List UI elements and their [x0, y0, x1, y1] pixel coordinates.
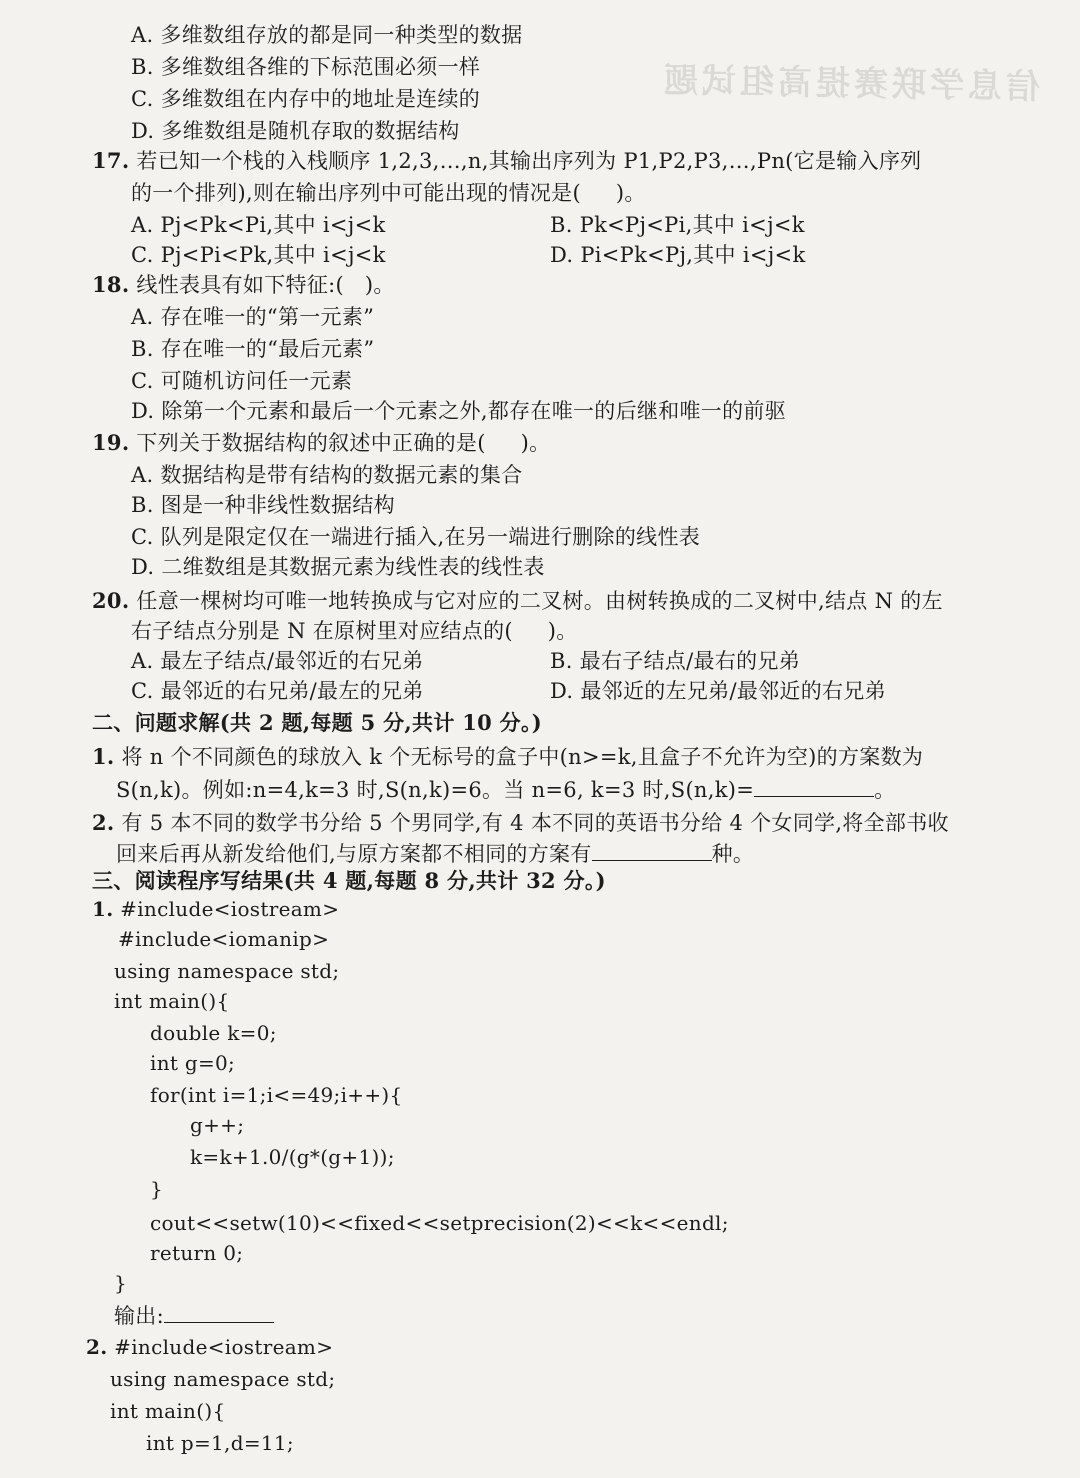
program1-output-blank[interactable]: [164, 1300, 274, 1323]
program1-code-line: double k=0;: [150, 1021, 277, 1045]
program1-code-line: g++;: [190, 1113, 245, 1137]
problem2-text1: 有 5 本不同的数学书分给 5 个男同学,有 4 本不同的英语书分给 4 个女同学,将全部书收: [121, 811, 949, 835]
q18-number: 18.: [92, 272, 130, 297]
problem2-end: 种。: [711, 842, 755, 866]
program1-output-line: [114, 1300, 274, 1331]
program1-code-line: }: [114, 1271, 128, 1295]
q17-number: 17.: [92, 148, 130, 173]
q18-option-d: D. 除第一个元素和最后一个元素之外,都存在唯一的后继和唯一的前驱: [131, 399, 787, 423]
q19-option-a: A. 数据结构是带有结构的数据元素的集合: [131, 463, 523, 487]
problem1-text1: 将 n 个不同颜色的球放入 k 个无标号的盒子中(n>=k,且盒子不允许为空)的方案数为: [121, 745, 924, 769]
q18-option-b: B. 存在唯一的“最后元素”: [131, 337, 375, 361]
section2-heading: 二、问题求解(共 2 题,每题 5 分,共计 10 分。): [92, 710, 543, 735]
q17-option-a: A. Pj<Pk<Pi,其中 i<j<k: [131, 213, 386, 237]
problem1-number: 1.: [92, 744, 115, 769]
q18-stem: [92, 270, 395, 300]
program1-code-line: k=k+1.0/(g*(g+1));: [190, 1145, 395, 1169]
q20-stem: [92, 586, 943, 616]
program1-code-line: }: [150, 1177, 164, 1201]
program1-code-line: int g=0;: [150, 1051, 236, 1075]
program1-code-line: #include<iomanip>: [118, 927, 330, 951]
program2-code-line: int p=1,d=11;: [146, 1431, 294, 1455]
q20-text-line1: 任意一棵树均可唯一地转换成与它对应的二叉树。由树转换成的二叉树中,结点 N 的左: [136, 589, 943, 613]
q18-option-c: C. 可随机访问任一元素: [131, 369, 353, 393]
q18-option-a: A. 存在唯一的“第一元素”: [131, 305, 375, 329]
q17-text-line2: 的一个排列),则在输出序列中可能出现的情况是( )。: [131, 181, 646, 205]
q18-text: 线性表具有如下特征:( )。: [136, 273, 395, 297]
q17-text-line1: 若已知一个栈的入栈顺序 1,2,3,…,n,其输出序列为 P1,P2,P3,…,Pn(它是输入序列: [136, 149, 922, 173]
program2-number: 2.: [86, 1335, 108, 1359]
q20-number: 20.: [92, 588, 130, 613]
program1-code-line: using namespace std;: [114, 959, 340, 983]
problem2-line2: [116, 838, 754, 869]
output-label: 输出:: [114, 1304, 164, 1328]
q20-option-b: B. 最右子结点/最右的兄弟: [550, 649, 801, 673]
q20-option-c: C. 最邻近的右兄弟/最左的兄弟: [131, 679, 424, 703]
problem1-line2: [116, 774, 895, 805]
program1-code-line: int main(){: [114, 989, 230, 1013]
q19-number: 19.: [92, 430, 130, 455]
q16-option-d: D. 多维数组是随机存取的数据结构: [131, 119, 460, 143]
program2-code-line: #include<iostream>: [114, 1335, 334, 1359]
section3-heading: 三、阅读程序写结果(共 4 题,每题 8 分,共计 32 分。): [92, 868, 606, 893]
program2-code-line: using namespace std;: [110, 1367, 336, 1391]
q20-option-d: D. 最邻近的左兄弟/最邻近的右兄弟: [550, 679, 886, 703]
program2-line1: [86, 1332, 333, 1362]
problem2-number: 2.: [92, 810, 115, 835]
q19-text: 下列关于数据结构的叙述中正确的是( )。: [136, 431, 551, 455]
program1-code-line: return 0;: [150, 1241, 244, 1265]
q20-text-line2: 右子结点分别是 N 在原树里对应结点的( )。: [131, 619, 578, 643]
q16-option-a: A. 多维数组存放的都是同一种类型的数据: [131, 23, 523, 47]
problem2-line1: [92, 808, 949, 838]
q20-option-a: A. 最左子结点/最邻近的右兄弟: [131, 649, 424, 673]
program1-number: 1.: [92, 897, 114, 921]
bleed-through-text: 信息学联赛提高组试题: [659, 60, 1041, 108]
problem2-text2: 回来后再从新发给他们,与原方案都不相同的方案有: [116, 842, 592, 866]
problem1-text2: S(n,k)。例如:n=4,k=3 时,S(n,k)=6。当 n=6, k=3 时,S(n,k)=: [116, 778, 755, 802]
problem1-line1: [92, 742, 923, 772]
q19-stem: [92, 428, 550, 458]
q17-stem: [92, 146, 921, 176]
program1-code-line: cout<<setw(10)<<fixed<<setprecision(2)<<k<<endl;: [150, 1211, 729, 1235]
program1-code-line: for(int i=1;i<=49;i++){: [150, 1083, 403, 1107]
program1-line1: [92, 894, 339, 924]
q19-option-d: D. 二维数组是其数据元素为线性表的线性表: [131, 555, 545, 579]
problem2-answer-blank[interactable]: [592, 838, 712, 861]
q19-option-b: B. 图是一种非线性数据结构: [131, 493, 395, 517]
problem1-answer-blank[interactable]: [754, 774, 874, 797]
q17-option-c: C. Pj<Pi<Pk,其中 i<j<k: [131, 243, 386, 267]
q17-option-b: B. Pk<Pj<Pi,其中 i<j<k: [550, 213, 805, 237]
q19-option-c: C. 队列是限定仅在一端进行插入,在另一端进行删除的线性表: [131, 525, 701, 549]
q17-option-d: D. Pi<Pk<Pj,其中 i<j<k: [550, 243, 806, 267]
q16-option-b: B. 多维数组各维的下标范围必须一样: [131, 55, 481, 79]
q16-option-c: C. 多维数组在内存中的地址是连续的: [131, 87, 481, 111]
problem1-end: 。: [874, 778, 896, 802]
program2-code-line: int main(){: [110, 1399, 226, 1423]
program1-code-line: #include<iostream>: [120, 897, 340, 921]
